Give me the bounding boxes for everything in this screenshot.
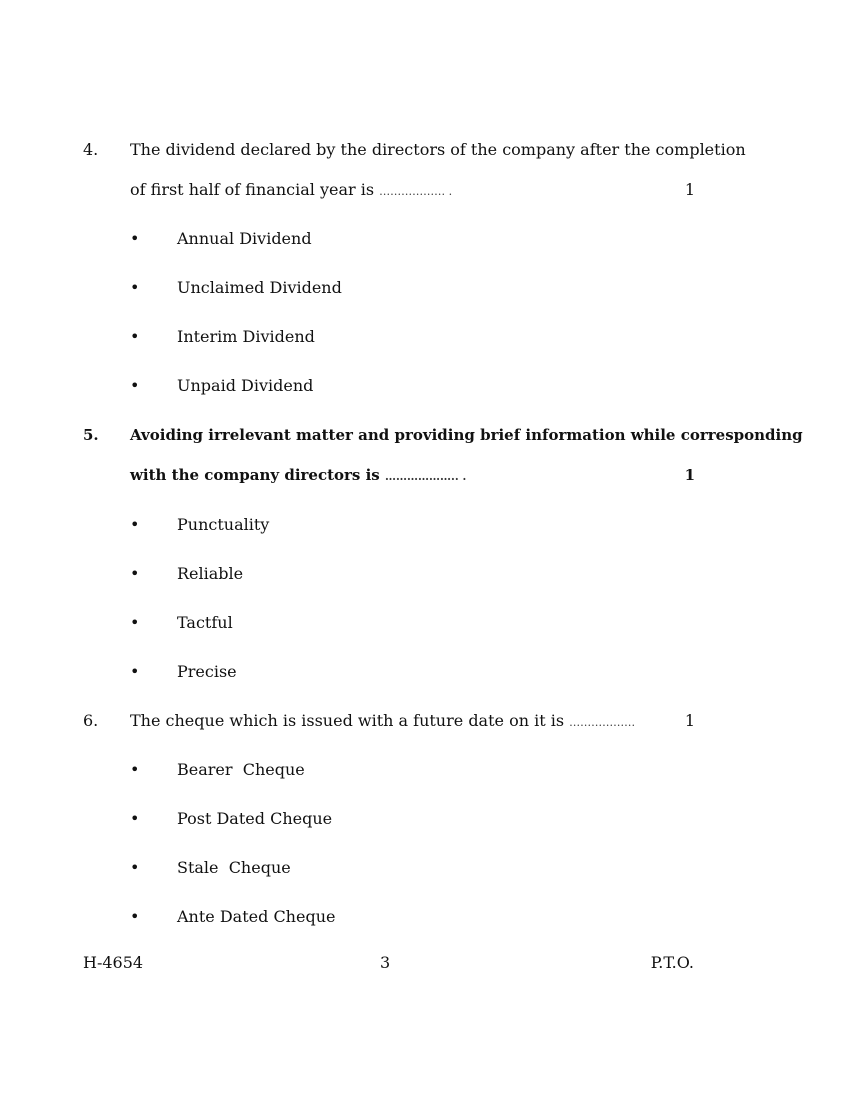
- question-5-line-2: [130, 466, 695, 484]
- bullet-icon: •: [130, 515, 140, 534]
- option-text: Annual Dividend: [177, 229, 312, 248]
- question-4-blank: ……………… .: [379, 185, 453, 198]
- footer-pto: P.T.O.: [650, 953, 694, 972]
- option-text: Post Dated Cheque: [177, 809, 333, 828]
- question-5-marks: 1: [684, 466, 695, 484]
- bullet-icon: •: [130, 809, 140, 828]
- question-5-line-2-text: with the company directors is: [130, 466, 380, 484]
- question-5-line-1: Avoiding irrelevant matter and providing brief information while corresponding: [130, 426, 803, 444]
- footer-paper-code: H-4654: [83, 953, 144, 972]
- bullet-icon: •: [130, 858, 140, 877]
- bullet-icon: •: [130, 229, 140, 248]
- option-text: Tactful: [177, 613, 233, 632]
- question-4-number: 4.: [83, 140, 99, 159]
- question-5-blank: ……………….. .: [384, 470, 467, 483]
- question-6-blank: ………………: [569, 716, 636, 729]
- bullet-icon: •: [130, 760, 140, 779]
- option-text: Ante Dated Cheque: [177, 907, 336, 926]
- bullet-icon: •: [130, 376, 140, 395]
- option-text: Unpaid Dividend: [177, 376, 314, 395]
- question-4-marks: 1: [684, 180, 695, 199]
- question-6-line-1: [130, 711, 695, 730]
- bullet-icon: •: [130, 278, 140, 297]
- option-text: Stale Cheque: [177, 858, 291, 877]
- option-text: Reliable: [177, 564, 244, 583]
- question-6-number: 6.: [83, 711, 99, 730]
- bullet-icon: •: [130, 662, 140, 681]
- option-text: Unclaimed Dividend: [177, 278, 342, 297]
- option-text: Punctuality: [177, 515, 270, 534]
- option-text: Bearer Cheque: [177, 760, 305, 779]
- option-text: Interim Dividend: [177, 327, 315, 346]
- question-4-line-1: The dividend declared by the directors of the company after the completion: [130, 140, 746, 159]
- bullet-icon: •: [130, 907, 140, 926]
- question-6-line-1-text: The cheque which is issued with a future date on it is: [130, 711, 565, 730]
- footer-page-number: 3: [380, 953, 391, 972]
- bullet-icon: •: [130, 613, 140, 632]
- question-5-number: 5.: [83, 426, 99, 444]
- question-4-line-2: [130, 180, 695, 199]
- option-text: Precise: [177, 662, 237, 681]
- bullet-icon: •: [130, 327, 140, 346]
- question-4-line-2-text: of first half of financial year is: [130, 180, 375, 199]
- question-6-marks: 1: [684, 711, 695, 730]
- bullet-icon: •: [130, 564, 140, 583]
